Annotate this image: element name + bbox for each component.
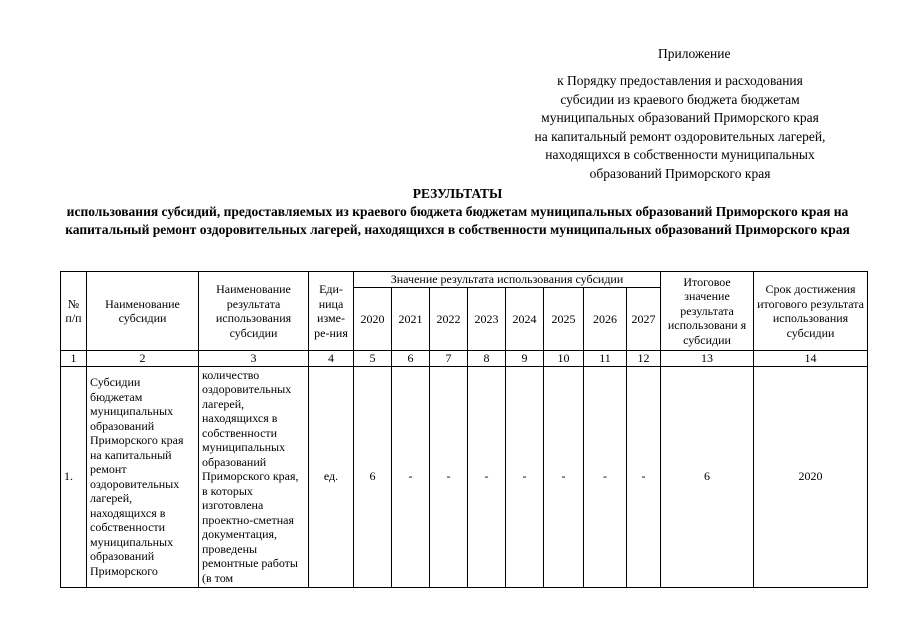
col-header-num: № п/п bbox=[61, 272, 87, 351]
col-header-unit: Еди-ница изме-ре-ния bbox=[309, 272, 354, 351]
col-header-year: 2020 bbox=[354, 288, 392, 351]
column-number: 5 bbox=[354, 351, 392, 367]
col-header-year: 2026 bbox=[584, 288, 627, 351]
column-number: 9 bbox=[506, 351, 544, 367]
column-number: 12 bbox=[627, 351, 661, 367]
column-number: 11 bbox=[584, 351, 627, 367]
row-year-value: - bbox=[544, 366, 584, 587]
col-header-year: 2023 bbox=[468, 288, 506, 351]
row-year-value: - bbox=[468, 366, 506, 587]
col-header-result-name: Наименование результата использования субсидии bbox=[199, 272, 309, 351]
row-num: 1. bbox=[61, 366, 87, 587]
document-title: РЕЗУЛЬТАТЫ bbox=[412, 186, 503, 201]
column-number-row bbox=[61, 351, 868, 367]
col-header-subsidy-name: Наименование субсидии bbox=[87, 272, 199, 351]
appendix-reference bbox=[505, 72, 855, 183]
col-header-deadline: Срок достижения итогового результата использования субсидии bbox=[754, 272, 868, 351]
column-number: 7 bbox=[430, 351, 468, 367]
row-year-value: - bbox=[627, 366, 661, 587]
row-year-value: 6 bbox=[354, 366, 392, 587]
row-deadline: 2020 bbox=[754, 366, 868, 587]
column-number: 2 bbox=[87, 351, 199, 367]
column-number: 1 bbox=[61, 351, 87, 367]
appendix-line: на капитальный ремонт оздоровительных лагерей, bbox=[534, 128, 826, 144]
row-result-name-text: количество оздоровительных лагерей, находящихся в собственности муниципальных образований Приморского края, в которых изготовлена проектно-сметная документация, проведены ремонтные работы (в том bbox=[202, 367, 299, 585]
col-header-final-value: Итоговое значение результата использовани я субсидии bbox=[661, 272, 754, 351]
table-row bbox=[61, 366, 868, 587]
row-year-value: - bbox=[430, 366, 468, 587]
appendix-line: субсидии из краевого бюджета бюджетам bbox=[560, 91, 800, 107]
col-header-year: 2025 bbox=[544, 288, 584, 351]
document-heading bbox=[60, 185, 855, 239]
col-header-values-group: Значение результата использования субсидии bbox=[354, 272, 661, 288]
appendix-line: находящихся в собственности муниципальных bbox=[545, 147, 815, 162]
row-unit: ед. bbox=[309, 366, 354, 587]
column-number: 13 bbox=[661, 351, 754, 367]
row-subsidy-name-text: Субсидии бюджетам муниципальных образований Приморского края на капитальный ремонт оздоровительных лагерей, находящихся в собственности муниципальных образований Приморского bbox=[90, 375, 184, 578]
row-subsidy-name bbox=[87, 366, 199, 587]
col-header-year: 2024 bbox=[506, 288, 544, 351]
row-final-value: 6 bbox=[661, 366, 754, 587]
col-header-year: 2021 bbox=[392, 288, 430, 351]
row-year-value: - bbox=[392, 366, 430, 587]
column-number: 10 bbox=[544, 351, 584, 367]
column-number: 6 bbox=[392, 351, 430, 367]
appendix-line: образований Приморского края bbox=[589, 165, 771, 181]
appendix-line: муниципальных образований Приморского края bbox=[541, 110, 819, 125]
column-number: 3 bbox=[199, 351, 309, 367]
results-table bbox=[60, 271, 868, 588]
document-subtitle: использования субсидий, предоставляемых из краевого бюджета бюджетам муниципальных образований Приморского края на капитальный ремонт оздоровительных лагерей, находящихся в собственности муниципальных образований Приморского края bbox=[65, 204, 850, 237]
column-number: 8 bbox=[468, 351, 506, 367]
col-header-year: 2022 bbox=[430, 288, 468, 351]
row-year-value: - bbox=[584, 366, 627, 587]
col-header-year: 2027 bbox=[627, 288, 661, 351]
row-year-value: - bbox=[506, 366, 544, 587]
column-number: 4 bbox=[309, 351, 354, 367]
appendix-line: к Порядку предоставления и расходования bbox=[557, 73, 803, 88]
row-result-name bbox=[199, 366, 309, 587]
appendix-title: Приложение bbox=[658, 46, 731, 61]
column-number: 14 bbox=[754, 351, 868, 367]
table-header-row bbox=[61, 272, 868, 288]
